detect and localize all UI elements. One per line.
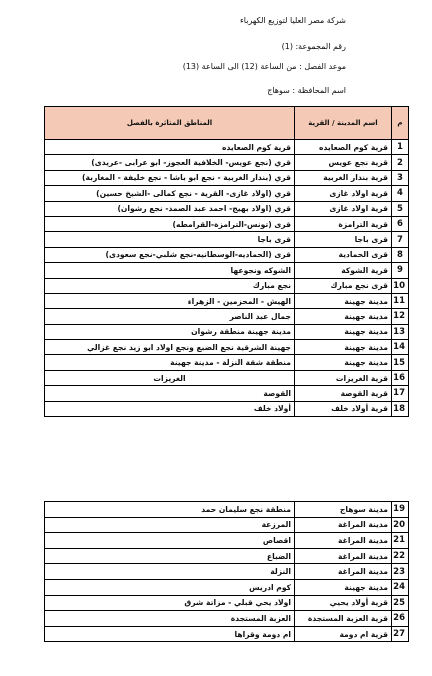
- city-cell: مدينة جهينة: [295, 309, 392, 324]
- row-number: 18: [392, 401, 409, 416]
- city-cell: قرية الغريزات: [295, 370, 392, 385]
- areas-cell: قرى (تونس-الترامزة-القرامطه): [45, 216, 295, 231]
- row-number: 10: [392, 278, 409, 293]
- table-header-row: [45, 107, 409, 140]
- table-row: [45, 201, 409, 216]
- table-row: [45, 401, 409, 416]
- areas-cell: الشوكه ونجوعها: [45, 263, 295, 278]
- table-row: [45, 611, 409, 627]
- col-city-header: اسم المدينة / القرية: [295, 107, 392, 140]
- areas-cell: الهيش - المحزمين - الزهراء: [45, 293, 295, 308]
- table-row: [45, 309, 409, 324]
- row-number: 12: [392, 309, 409, 324]
- areas-cell: منطقة شقة النزلة - مدينة جهينة: [45, 355, 295, 370]
- table-row: [45, 340, 409, 355]
- city-cell: مدينة جهينة: [295, 355, 392, 370]
- areas-cell: قري (بندار الغربية - نجع ابو باشا - نجع خليفة - المغاربة): [45, 170, 295, 185]
- city-cell: قرية الترامزة: [295, 216, 392, 231]
- areas-cell: اولاد يحي قبلي - مزاتة شرق: [45, 595, 295, 611]
- table-row: [45, 263, 409, 278]
- row-number: 25: [392, 595, 409, 611]
- row-number: 2: [392, 155, 409, 170]
- table-row: [45, 232, 409, 247]
- city-cell: قرية اولاد غازى: [295, 186, 392, 201]
- areas-cell: العزبة المستجدة: [45, 611, 295, 627]
- city-cell: مدينة المراغة: [295, 548, 392, 564]
- row-number: 23: [392, 564, 409, 580]
- col-areas-header: المناطق المتاثرة بالفصل: [45, 107, 295, 140]
- city-cell: مدينة المراغة: [295, 564, 392, 580]
- areas-cell: قرى باجا: [45, 232, 295, 247]
- areas-cell: الضباع: [45, 548, 295, 564]
- city-cell: قرية ام دومة: [295, 626, 392, 642]
- row-number: 3: [392, 170, 409, 185]
- areas-cell: ام دومة وقراها: [45, 626, 295, 642]
- row-number: 8: [392, 247, 409, 262]
- city-cell: قرى نجع مبارك: [295, 278, 392, 293]
- city-cell: مدينة سوهاج: [295, 502, 392, 518]
- city-cell: قرية أولاد خلف: [295, 401, 392, 416]
- table-row: [45, 626, 409, 642]
- city-cell: مدينة المراغة: [295, 533, 392, 549]
- row-number: 13: [392, 324, 409, 339]
- areas-cell: قري (اولاد غازى- القرية - نجع كمالى -الشيخ حسين): [45, 186, 295, 201]
- table-row: [45, 517, 409, 533]
- row-number: 11: [392, 293, 409, 308]
- table-row: [45, 324, 409, 339]
- governorate-name: اسم المحافظة : سوهاج: [267, 86, 346, 95]
- areas-cell: نجع مبارك: [45, 278, 295, 293]
- company-name: شركة مصر العليا لتوزيع الكهرباء: [240, 16, 346, 25]
- table-row: [45, 533, 409, 549]
- table-row: [45, 502, 409, 518]
- areas-cell: الغريزات: [45, 370, 295, 385]
- group-number: رقم المجموعة: (1): [281, 42, 346, 51]
- row-number: 15: [392, 355, 409, 370]
- row-number: 17: [392, 386, 409, 401]
- areas-cell: قرى (الحماديه-الوسطانيه-نجع شلبي-نجع سعودى): [45, 247, 295, 262]
- areas-cell: أولاد خلف: [45, 401, 295, 416]
- areas-cell: المرزعة: [45, 517, 295, 533]
- row-number: 6: [392, 216, 409, 231]
- areas-cell: اقصاص: [45, 533, 295, 549]
- table-row: [45, 247, 409, 262]
- table-row: [45, 548, 409, 564]
- cutoff-time: موعد الفصل : من الساعة (12) الى الساعة (13): [182, 62, 346, 71]
- table-row: [45, 170, 409, 185]
- areas-cell: منطقة نجع سليمان حمد: [45, 502, 295, 518]
- table-row: [45, 595, 409, 611]
- areas-cell: قري (نجع عويس- الخلافية العجوز- ابو عرابى -عريدى): [45, 155, 295, 170]
- row-number: 21: [392, 533, 409, 549]
- city-cell: مدينة جهينة: [295, 324, 392, 339]
- city-cell: مدينة المراغة: [295, 517, 392, 533]
- city-cell: مدينة جهينة: [295, 293, 392, 308]
- areas-cell: قري (اولاد بهيج- احمد عبد الصمد- نجع رشوان): [45, 201, 295, 216]
- city-cell: قرية أولاد يحيي: [295, 595, 392, 611]
- city-cell: قرى باجا: [295, 232, 392, 247]
- city-cell: قرية العزبة المستجدة: [295, 611, 392, 627]
- row-number: 19: [392, 502, 409, 518]
- table-row: [45, 278, 409, 293]
- row-number: 1: [392, 140, 409, 155]
- row-number: 5: [392, 201, 409, 216]
- row-number: 4: [392, 186, 409, 201]
- table-row: [45, 293, 409, 308]
- city-cell: قرى الحمادية: [295, 247, 392, 262]
- row-number: 22: [392, 548, 409, 564]
- row-number: 24: [392, 579, 409, 595]
- col-number-header: م: [392, 107, 409, 140]
- areas-cell: قرية كوم الصعايده: [45, 140, 295, 155]
- table-row: [45, 140, 409, 155]
- row-number: 27: [392, 626, 409, 642]
- outage-table-2: [44, 501, 409, 642]
- areas-cell: مدينة جهينة منطقة رشوان: [45, 324, 295, 339]
- table-row: [45, 579, 409, 595]
- table-row: [45, 186, 409, 201]
- city-cell: مدينة جهينة: [295, 579, 392, 595]
- table-row: [45, 370, 409, 385]
- table-row: [45, 216, 409, 231]
- row-number: 20: [392, 517, 409, 533]
- city-cell: مدينة جهينة: [295, 340, 392, 355]
- city-cell: قرية نجع عويس: [295, 155, 392, 170]
- areas-cell: جهينة الشرقية نجع الضبع ونجع اولاد ابو زيد نجع غزالي: [45, 340, 295, 355]
- table-row: [45, 564, 409, 580]
- row-number: 16: [392, 370, 409, 385]
- table-row: [45, 355, 409, 370]
- row-number: 7: [392, 232, 409, 247]
- table-row: [45, 386, 409, 401]
- areas-cell: القوصة: [45, 386, 295, 401]
- outage-table-1: [44, 106, 409, 417]
- row-number: 26: [392, 611, 409, 627]
- city-cell: قرية كوم الصعايده: [295, 140, 392, 155]
- areas-cell: جمال عبد الناصر: [45, 309, 295, 324]
- city-cell: قرية اولاد غازى: [295, 201, 392, 216]
- table-row: [45, 155, 409, 170]
- city-cell: قرية الشوكة: [295, 263, 392, 278]
- areas-cell: النزلة: [45, 564, 295, 580]
- areas-cell: كوم ادريس: [45, 579, 295, 595]
- city-cell: قرية القوصة: [295, 386, 392, 401]
- row-number: 9: [392, 263, 409, 278]
- city-cell: قرية بندار الغربية: [295, 170, 392, 185]
- row-number: 14: [392, 340, 409, 355]
